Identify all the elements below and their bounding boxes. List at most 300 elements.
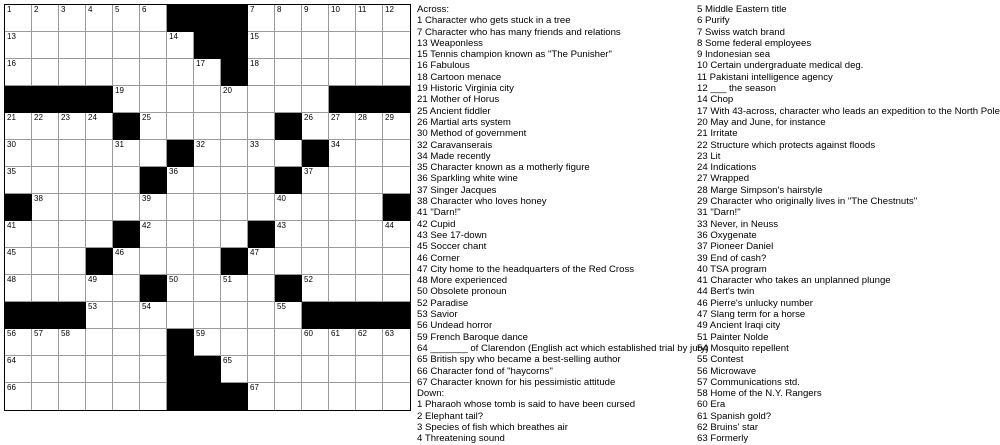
grid-cell-black [221,248,248,275]
cell-number: 48 [7,275,16,284]
grid-cell[interactable] [167,113,194,140]
clue-item[interactable]: 43 See 17-down [417,229,487,241]
grid-cell[interactable] [140,59,167,86]
grid-cell[interactable] [140,113,167,140]
grid-cell[interactable] [194,275,221,302]
grid-cell[interactable] [32,140,59,167]
clue-item[interactable]: 51 Painter Nolde [697,331,769,343]
grid-cell[interactable] [329,5,356,32]
clue-item[interactable]: 34 Made recently [417,150,491,162]
grid-cell[interactable] [302,221,329,248]
grid-cell[interactable] [383,113,410,140]
grid-cell[interactable] [356,140,383,167]
grid-cell[interactable] [32,356,59,383]
grid-cell[interactable] [113,356,140,383]
grid-cell-black [194,5,221,32]
clue-item[interactable]: 1 Pharaoh whose tomb is said to have been cursed [417,399,636,411]
grid-cell[interactable] [248,329,275,356]
grid-cell[interactable] [194,140,221,167]
grid-cell[interactable] [32,248,59,275]
grid-cell[interactable] [302,113,329,140]
grid-cell[interactable] [329,59,356,86]
grid-cell[interactable] [275,194,302,221]
grid-cell[interactable] [275,32,302,59]
grid-cell[interactable] [248,32,275,59]
cell-number: 8 [277,5,282,14]
grid-cell[interactable] [5,329,32,356]
clue-item[interactable]: 57 Communications std. [697,376,800,388]
cell-number: 66 [7,383,16,392]
grid-cell[interactable] [59,275,86,302]
grid-cell[interactable] [32,167,59,194]
clue-item[interactable]: 27 Wrapped [697,173,750,185]
cell-number: 43 [277,221,286,230]
grid-cell[interactable] [302,329,329,356]
cell-number: 46 [115,248,124,257]
clue-item[interactable]: 30 Method of government [417,128,527,140]
cell-number: 4 [88,5,93,14]
grid-cell[interactable] [275,248,302,275]
grid-cell[interactable] [113,167,140,194]
grid-cell[interactable] [32,194,59,221]
grid-cell[interactable] [329,113,356,140]
clue-item[interactable]: 14 Chop [697,94,734,106]
grid-cell[interactable] [167,167,194,194]
clue-item[interactable]: 7 Character who has many friends and relations [417,26,621,38]
grid-cell[interactable] [113,248,140,275]
clue-list [417,4,1000,445]
grid-cell[interactable] [356,5,383,32]
clue-item[interactable]: 46 Pierre's unlucky number [697,297,813,309]
cell-number: 18 [250,59,259,68]
clue-item[interactable]: 19 Historic Virginia city [417,83,514,95]
grid-cell-black [383,86,410,113]
grid-cell[interactable] [302,5,329,32]
grid-cell-black [5,86,32,113]
grid-cell[interactable] [32,5,59,32]
grid-cell[interactable] [275,329,302,356]
grid-cell[interactable] [86,5,113,32]
grid-cell[interactable] [302,59,329,86]
grid-cell[interactable] [329,248,356,275]
clue-item[interactable]: 61 Spanish gold? [697,410,772,422]
grid-cell[interactable] [86,329,113,356]
cell-number: 24 [88,113,97,122]
grid-cell[interactable] [248,86,275,113]
grid-cell[interactable] [113,32,140,59]
clue-item[interactable]: 16 Fabulous [417,60,470,72]
cell-number: 51 [223,275,232,284]
grid-cell[interactable] [167,275,194,302]
clue-item[interactable]: 37 Singer Jacques [417,184,497,196]
grid-cell[interactable] [59,221,86,248]
grid-cell-black [194,383,221,410]
grid-cell[interactable] [221,167,248,194]
grid-cell[interactable] [32,329,59,356]
grid-cell[interactable] [59,5,86,32]
clue-item[interactable]: 31 "Darn!" [697,207,741,219]
clue-item[interactable]: 10 Certain undergraduate medical deg. [697,60,864,72]
grid-cell[interactable] [5,221,32,248]
grid-cell[interactable] [383,167,410,194]
grid-cell[interactable] [140,5,167,32]
clue-item[interactable]: 36 Sparkling white wine [417,173,518,185]
cell-number: 3 [61,5,66,14]
grid-cell-black [221,5,248,32]
grid-cell-black [275,113,302,140]
grid-cell[interactable] [140,86,167,113]
clue-item[interactable]: 5 Middle Eastern title [697,4,787,15]
clue-item[interactable]: 49 Ancient Iraqi city [697,320,781,332]
grid-cell[interactable] [86,140,113,167]
clue-item[interactable]: 15 Tennis champion known as "The Punisher" [417,49,612,61]
grid-cell[interactable] [32,113,59,140]
grid-cell[interactable] [5,356,32,383]
grid-cell[interactable] [194,329,221,356]
clue-item[interactable]: 6 Purify [697,15,730,27]
grid-cell[interactable] [248,5,275,32]
clue-item[interactable]: 59 French Baroque dance [417,331,528,343]
clue-item[interactable]: 9 Indonesian sea [697,49,771,61]
grid-cell[interactable] [86,383,113,410]
grid-cell[interactable] [113,86,140,113]
grid-cell[interactable] [5,5,32,32]
clue-item[interactable]: 26 Martial arts system [417,116,511,128]
cell-number: 67 [250,383,259,392]
cell-number: 55 [277,302,286,311]
grid-cell[interactable] [356,194,383,221]
grid-cell[interactable] [329,329,356,356]
cell-number: 44 [385,221,394,230]
grid-cell[interactable] [302,194,329,221]
clue-item[interactable]: 33 Never, in Neuss [697,218,779,230]
grid-cell[interactable] [140,383,167,410]
grid-cell[interactable] [167,59,194,86]
cell-number: 33 [250,140,259,149]
grid-cell[interactable] [140,329,167,356]
clue-item[interactable]: 38 Character who loves honey [417,196,547,208]
grid-cell[interactable] [383,221,410,248]
grid-cell[interactable] [59,32,86,59]
grid-cell[interactable] [329,383,356,410]
clue-item[interactable]: 2 Elephant tail? [417,410,484,422]
grid-cell[interactable] [221,221,248,248]
clue-item[interactable]: 12 ___ the season [697,83,776,95]
grid-cell[interactable] [383,248,410,275]
clue-item[interactable]: 21 Irritate [697,128,738,140]
grid-cell-black [356,302,383,329]
grid-cell[interactable] [302,383,329,410]
grid-cell[interactable] [356,275,383,302]
grid-cell[interactable] [32,275,59,302]
clue-item[interactable]: 58 Home of the N.Y. Rangers [697,388,822,400]
grid-cell[interactable] [5,59,32,86]
grid-cell[interactable] [221,113,248,140]
grid-cell[interactable] [383,383,410,410]
clue-item[interactable]: 28 Marge Simpson's hairstyle [697,184,823,196]
clue-item[interactable]: 37 Pioneer Daniel [697,241,774,253]
grid-cell[interactable] [113,383,140,410]
clue-item[interactable]: 22 Structure which protects against floods [697,139,876,151]
clue-item[interactable]: 35 Character known as a motherly figure [417,162,590,174]
grid-cell[interactable] [248,302,275,329]
grid-cell[interactable] [221,302,248,329]
clue-item[interactable]: 23 Lit [697,150,721,162]
grid-cell-black [275,167,302,194]
clue-item[interactable]: 47 City home to the headquarters of the Red Cross [417,263,635,275]
cell-number: 49 [88,275,97,284]
grid-cell[interactable] [113,329,140,356]
clue-item[interactable]: 36 Oxygenate [697,229,757,241]
grid-cell[interactable] [113,275,140,302]
grid-cell[interactable] [356,113,383,140]
grid-cell[interactable] [32,221,59,248]
clue-item[interactable]: 62 Bruins' star [697,421,759,433]
grid-cell[interactable] [59,329,86,356]
clue-item[interactable]: 63 Formerly [697,433,749,445]
grid-cell[interactable] [140,194,167,221]
grid-cell[interactable] [356,248,383,275]
grid-cell[interactable] [383,275,410,302]
clue-item[interactable]: 56 Microwave [697,365,757,377]
grid-cell[interactable] [302,275,329,302]
cell-number: 56 [7,329,16,338]
clue-item[interactable]: 40 TSA program [697,263,767,275]
grid-cell[interactable] [329,140,356,167]
grid-cell[interactable] [248,383,275,410]
grid-cell[interactable] [167,86,194,113]
grid-cell[interactable] [302,86,329,113]
grid-cell[interactable] [140,140,167,167]
clue-item[interactable]: 18 Cartoon menace [417,71,502,83]
grid-cell[interactable] [329,275,356,302]
grid-cell[interactable] [86,32,113,59]
grid-cell[interactable] [194,302,221,329]
grid-cell[interactable] [113,59,140,86]
grid-cell[interactable] [383,59,410,86]
grid-cell[interactable] [302,167,329,194]
grid-cell[interactable] [59,140,86,167]
grid-cell[interactable] [5,167,32,194]
grid-cell[interactable] [248,59,275,86]
grid-cell[interactable] [329,356,356,383]
cell-number: 29 [385,113,394,122]
grid-cell[interactable] [356,221,383,248]
clue-item[interactable]: 66 Character fond of "haycorns" [417,365,553,377]
grid-cell[interactable] [248,248,275,275]
grid-cell[interactable] [59,59,86,86]
grid-cell[interactable] [113,5,140,32]
grid-cell[interactable] [59,248,86,275]
grid-cell-black [140,275,167,302]
grid-cell[interactable] [86,356,113,383]
grid-cell[interactable] [32,32,59,59]
cell-number: 50 [169,275,178,284]
clue-item[interactable]: 67 Character known for his pessimistic attitude [417,376,616,388]
clue-item[interactable]: 54 Mosquito repellent [697,342,789,354]
grid-cell[interactable] [86,113,113,140]
grid-cell[interactable] [275,140,302,167]
grid-cell[interactable] [329,32,356,59]
grid-cell[interactable] [248,356,275,383]
grid-cell[interactable] [86,275,113,302]
clue-item[interactable]: 8 Some federal employees [697,37,812,49]
clue-item[interactable]: 32 Caravanserais [417,139,493,151]
grid-cell[interactable] [383,140,410,167]
grid-cell[interactable] [356,167,383,194]
grid-cell[interactable] [275,59,302,86]
grid-cell[interactable] [32,59,59,86]
clue-item[interactable]: 60 Era [697,399,726,411]
grid-cell-black [113,221,140,248]
grid-cell[interactable] [356,32,383,59]
clue-item[interactable]: 48 More experienced [417,275,508,287]
grid-cell[interactable] [275,86,302,113]
grid-cell[interactable] [140,32,167,59]
cell-number: 52 [304,275,313,284]
grid-cell[interactable] [275,356,302,383]
grid-cell[interactable] [221,329,248,356]
grid-cell[interactable] [275,302,302,329]
grid-cell[interactable] [5,383,32,410]
grid-cell[interactable] [86,194,113,221]
clue-item[interactable]: 17 With 43-across, character who leads an expedition to the North Pole [697,105,1000,117]
grid-cell[interactable] [86,167,113,194]
grid-cell[interactable] [248,167,275,194]
cell-number: 37 [304,167,313,176]
grid-cell[interactable] [86,59,113,86]
clue-item[interactable]: 45 Soccer chant [417,241,487,253]
cell-number: 26 [304,113,313,122]
grid-cell[interactable] [113,302,140,329]
clue-item[interactable]: 44 Bert's twin [697,286,755,298]
grid-cell[interactable] [248,194,275,221]
clue-item[interactable]: 55 Contest [697,354,744,366]
clue-item[interactable]: 52 Paradise [417,297,469,309]
clue-item[interactable]: 4 Threatening sound [417,433,505,445]
grid-cell[interactable] [329,221,356,248]
grid-cell[interactable] [329,194,356,221]
grid-cell[interactable] [5,113,32,140]
grid-cell[interactable] [383,5,410,32]
clue-item[interactable]: 56 Undead horror [417,320,493,332]
clue-item[interactable]: 3 Species of fish which breathes air [417,421,568,433]
cell-number: 31 [115,140,124,149]
grid-cell[interactable] [302,32,329,59]
cell-number: 34 [331,140,340,149]
cell-number: 20 [223,86,232,95]
crossword-grid [4,4,411,411]
grid-cell[interactable] [140,221,167,248]
clue-item[interactable]: 1 Character who gets stuck in a tree [417,15,571,27]
grid-cell[interactable] [383,329,410,356]
grid-cell[interactable] [194,221,221,248]
grid-cell[interactable] [140,248,167,275]
clue-item[interactable]: 21 Mother of Horus [417,94,500,106]
clue-item[interactable]: 20 May and June, for instance [697,116,826,128]
grid-cell[interactable] [194,194,221,221]
grid-cell[interactable] [194,167,221,194]
cell-number: 58 [61,329,70,338]
grid-cell[interactable] [248,140,275,167]
grid-cell[interactable] [221,140,248,167]
clue-item[interactable]: 41 "Darn!" [417,207,461,219]
grid-cell[interactable] [356,356,383,383]
grid-cell[interactable] [59,113,86,140]
grid-cell[interactable] [302,248,329,275]
clue-item[interactable]: 13 Weaponless [417,37,483,49]
grid-cell[interactable] [86,221,113,248]
clue-item[interactable]: 25 Ancient fiddler [417,105,491,117]
grid-cell[interactable] [221,356,248,383]
grid-cell[interactable] [248,275,275,302]
clue-item[interactable]: 50 Obsolete pronoun [417,286,507,298]
grid-cell[interactable] [221,86,248,113]
grid-cell[interactable] [59,383,86,410]
grid-cell[interactable] [167,32,194,59]
grid-cell[interactable] [5,140,32,167]
grid-cell[interactable] [383,32,410,59]
grid-cell[interactable] [59,194,86,221]
grid-cell[interactable] [383,356,410,383]
clue-item[interactable]: 11 Pakistani intelligence agency [697,71,833,83]
clue-item[interactable]: 24 Indications [697,162,757,174]
grid-cell[interactable] [194,86,221,113]
grid-cell[interactable] [32,383,59,410]
grid-cell[interactable] [302,356,329,383]
clue-item[interactable]: 39 End of cash? [697,252,767,264]
grid-cell[interactable] [356,329,383,356]
grid-cell[interactable] [113,140,140,167]
grid-cell[interactable] [221,275,248,302]
clue-item[interactable]: 42 Cupid [417,218,456,230]
grid-cell[interactable] [356,59,383,86]
grid-cell[interactable] [221,194,248,221]
grid-cell[interactable] [59,356,86,383]
grid-cell[interactable] [167,302,194,329]
grid-cell[interactable] [113,194,140,221]
grid-cell[interactable] [140,302,167,329]
grid-cell[interactable] [5,32,32,59]
grid-cell[interactable] [275,221,302,248]
grid-cell[interactable] [5,248,32,275]
grid-cell[interactable] [356,383,383,410]
grid-cell[interactable] [5,275,32,302]
grid-cell[interactable] [194,248,221,275]
clue-item[interactable]: 29 Character who originally lives in "The Chestnuts" [697,196,918,208]
grid-cell[interactable] [275,383,302,410]
clue-item[interactable]: 46 Corner [417,252,460,264]
grid-cell[interactable] [140,356,167,383]
clue-item[interactable]: 47 Slang term for a horse [697,309,806,321]
clue-item[interactable]: 64 _______ of Clarendon (English act which established trial by jury) [417,342,709,354]
grid-cell[interactable] [59,167,86,194]
grid-cell[interactable] [275,5,302,32]
clue-item[interactable]: 41 Character who takes an unplanned plunge [697,275,891,287]
clue-item[interactable]: 7 Swiss watch brand [697,26,785,38]
clue-item[interactable]: 53 Savior [417,309,458,321]
grid-cell[interactable] [167,221,194,248]
grid-cell[interactable] [194,113,221,140]
grid-cell[interactable] [248,113,275,140]
grid-cell[interactable] [167,194,194,221]
grid-cell[interactable] [167,248,194,275]
grid-cell[interactable] [86,302,113,329]
grid-cell[interactable] [194,59,221,86]
clue-item[interactable]: 65 British spy who became a best-selling author [417,354,621,366]
grid-cell[interactable] [329,167,356,194]
grid-cell-black [383,302,410,329]
